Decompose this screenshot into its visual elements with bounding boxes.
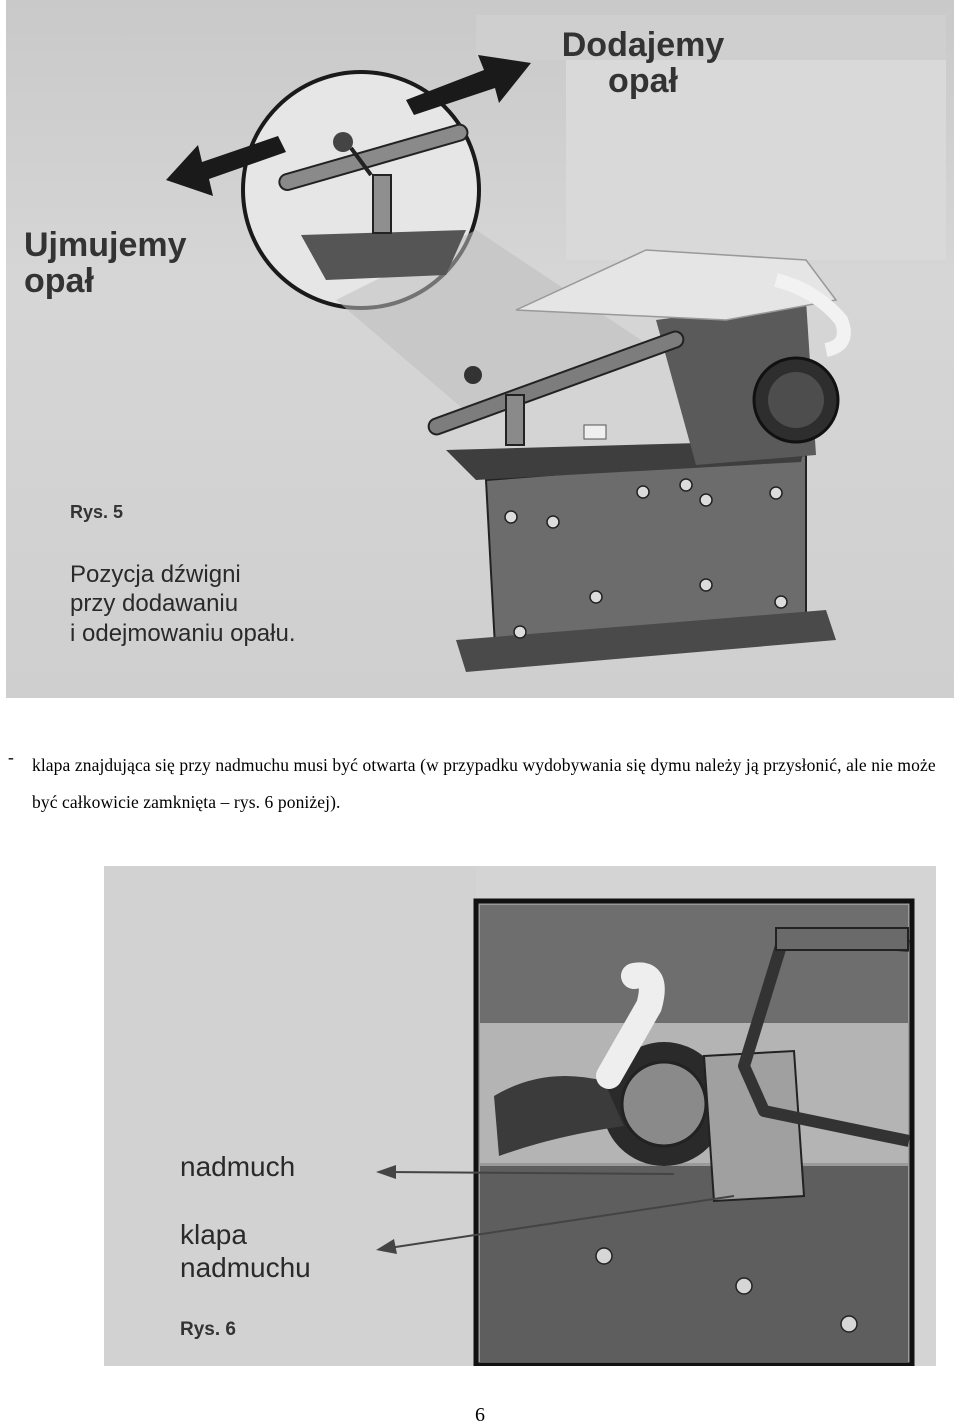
blower-flap <box>704 1051 804 1201</box>
figure-6-number: Rys. 6 <box>180 1319 236 1340</box>
label-remove-fuel: Ujmujemy opał <box>24 226 187 300</box>
label-flap-line-1: klapa <box>180 1219 247 1250</box>
figure-5-photo <box>6 0 954 698</box>
label-blower-flap <box>180 1218 311 1284</box>
label-flap-line-2: nadmuchu <box>180 1252 311 1284</box>
caption-line-3: i odejmowaniu opału. <box>70 619 296 647</box>
figure-5-caption <box>70 560 295 648</box>
label-blower: nadmuch <box>180 1151 296 1182</box>
arrow-add-icon <box>406 55 531 115</box>
figure-6-illustration <box>104 866 936 1366</box>
body-paragraph: klapa znajdująca się przy nadmuchu musi być otwarta (w przypadku wydobywania się dymu należy ją przysłonić, ale nie może być całkowicie zamknięta – rys. 6 poniżej). <box>32 755 936 812</box>
figure-5-number: Rys. 5 <box>70 502 124 522</box>
caption-line-1: Pozycja dźwigni <box>70 561 241 588</box>
page-number: 6 <box>475 1404 485 1426</box>
list-bullet: - <box>8 747 14 767</box>
caption-line-2: przy dodawaniu <box>70 590 239 618</box>
label-add-fuel: Dodajemy opał <box>561 26 725 100</box>
figure-6-photo <box>104 866 936 1366</box>
